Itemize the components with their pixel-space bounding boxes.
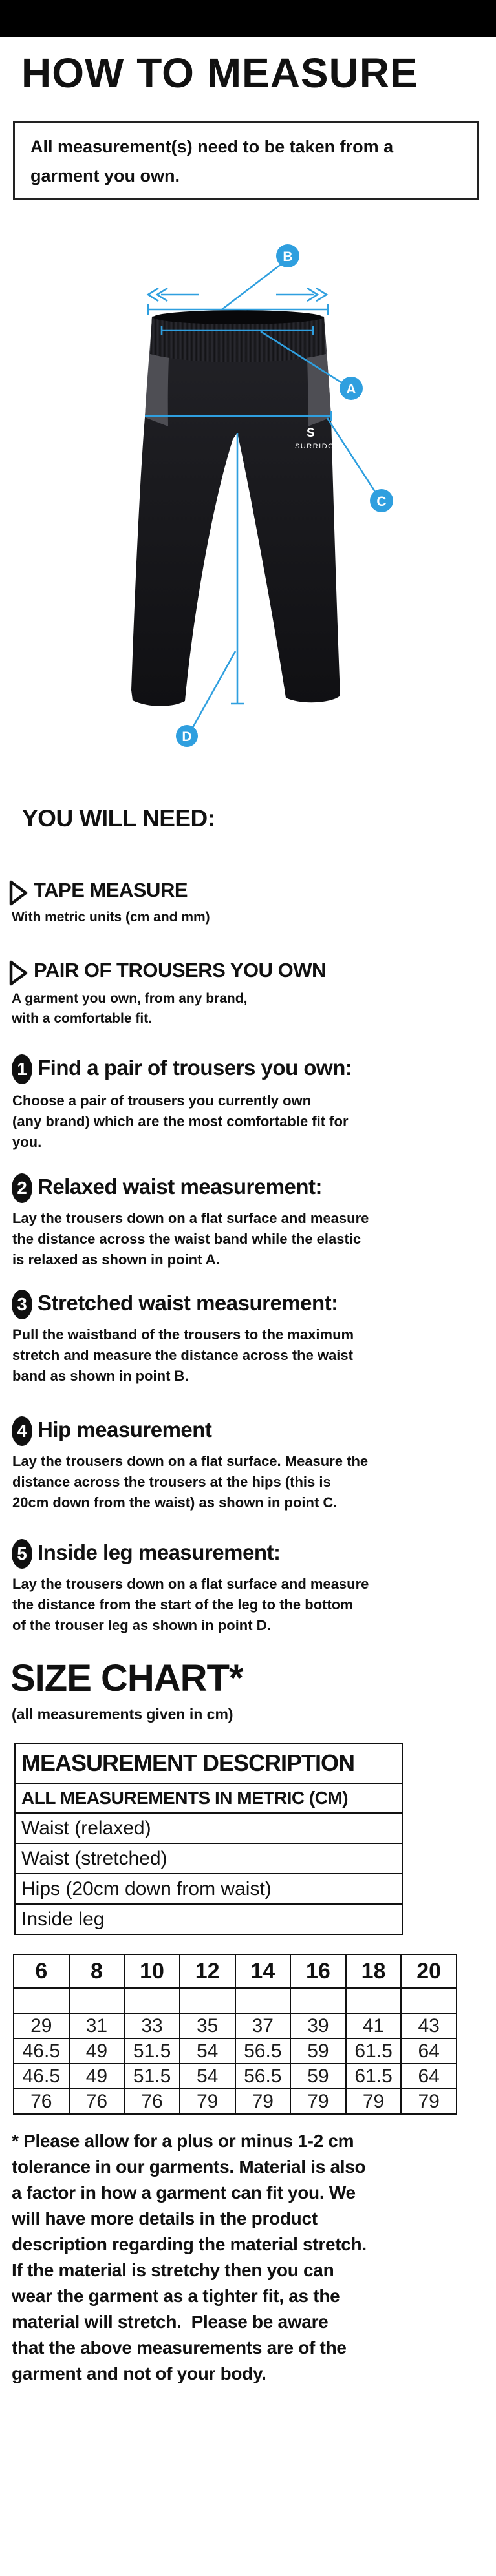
brand-logo-mark: S <box>307 426 315 440</box>
size-value-cell: 35 <box>180 2013 235 2038</box>
size-column-header: 10 <box>124 1954 180 1988</box>
size-value-cell: 29 <box>14 2013 69 2038</box>
tolerance-footnote <box>12 2128 493 2387</box>
need-item-line: with a comfortable fit. <box>12 1011 153 1026</box>
size-value-cell: 59 <box>290 2064 346 2089</box>
arrow-left <box>148 288 199 301</box>
pointer-line-d <box>193 651 235 728</box>
footnote-line: garment and not of your body. <box>12 2363 266 2383</box>
need-item-line: A garment you own, from any brand, <box>12 991 248 1006</box>
step-title: Hip measurement <box>38 1418 212 1441</box>
notice-line: All measurement(s) need to be taken from a <box>30 137 394 156</box>
footnote-line: description regarding the material stretch. <box>12 2234 367 2254</box>
measurement-description-table <box>14 1743 403 1935</box>
size-value-cell: 33 <box>124 2013 180 2038</box>
step-line: Lay the trousers down on a flat surface and measure <box>12 1210 369 1226</box>
size-value-cell <box>346 1988 402 2013</box>
size-value-cell: 56.5 <box>235 2064 291 2089</box>
size-value-cell <box>290 1988 346 2013</box>
marker-a-label: A <box>346 382 356 397</box>
step-number-badge: 3 <box>12 1290 32 1319</box>
size-value-cell: 64 <box>401 2064 457 2089</box>
size-value-cell: 51.5 <box>124 2064 180 2089</box>
step-line: of the trouser leg as shown in point D. <box>12 1617 271 1633</box>
triangle-bullet-icon <box>9 960 28 986</box>
footnote-line: tolerance in our garments. Material is also <box>12 2157 366 2177</box>
notice-box <box>13 121 479 200</box>
footnote-line: material will stretch. Please be aware <box>12 2312 329 2332</box>
size-value-cell: 79 <box>180 2089 235 2114</box>
size-column-header: 18 <box>346 1954 402 1988</box>
need-item-description <box>12 907 210 927</box>
size-value-row <box>14 1988 457 2013</box>
size-value-cell: 79 <box>235 2089 291 2114</box>
marker-c-label: C <box>376 494 387 509</box>
need-item-title: TAPE MEASURE <box>34 879 188 901</box>
size-value-cell: 79 <box>290 2089 346 2114</box>
step-title: Find a pair of trousers you own: <box>38 1056 352 1080</box>
size-column-header: 14 <box>235 1954 291 1988</box>
footnote-line: that the above measurements are of the <box>12 2338 347 2358</box>
step-title: Relaxed waist measurement: <box>38 1175 323 1199</box>
trousers-measurement-figure <box>76 238 419 810</box>
footnote-line: wear the garment as a tighter fit, as the <box>12 2286 340 2306</box>
step-line: Choose a pair of trousers you currently own <box>12 1093 312 1109</box>
description-table-subheader: ALL MEASUREMENTS IN METRIC (CM) <box>15 1783 402 1813</box>
footnote-line: a factor in how a garment can fit you. We <box>12 2183 356 2203</box>
size-value-row <box>14 2089 457 2114</box>
top-black-bar <box>0 0 496 37</box>
size-value-cell: 51.5 <box>124 2038 180 2064</box>
marker-b-label: B <box>283 249 293 264</box>
description-table-header: MEASUREMENT DESCRIPTION <box>15 1743 402 1783</box>
pointer-line-c <box>327 418 376 494</box>
step-line: the distance across the waist band while the elastic <box>12 1231 361 1247</box>
step-line: the distance from the start of the leg to the bottom <box>12 1597 353 1613</box>
size-value-cell: 49 <box>69 2064 125 2089</box>
size-value-cell: 54 <box>180 2064 235 2089</box>
size-value-cell: 59 <box>290 2038 346 2064</box>
size-value-cell: 61.5 <box>346 2038 402 2064</box>
step-line: 20cm down from the waist) as shown in point C. <box>12 1494 338 1511</box>
size-value-cell: 46.5 <box>14 2064 69 2089</box>
step-body <box>12 1091 349 1153</box>
step-body <box>12 1325 354 1387</box>
size-value-cell: 56.5 <box>235 2038 291 2064</box>
step-line: you. <box>12 1134 42 1150</box>
description-row: Hips (20cm down from waist) <box>15 1874 402 1904</box>
size-value-cell: 79 <box>401 2089 457 2114</box>
triangle-bullet-icon <box>9 880 28 906</box>
size-chart-title: SIZE CHART* <box>10 1657 243 1699</box>
size-value-row <box>14 2013 457 2038</box>
size-value-cell <box>235 1988 291 2013</box>
size-value-cell: 46.5 <box>14 2038 69 2064</box>
size-column-header: 8 <box>69 1954 125 1988</box>
size-value-cell <box>14 1988 69 2013</box>
size-value-cell <box>124 1988 180 2013</box>
step-line: Lay the trousers down on a flat surface and measure <box>12 1576 369 1592</box>
brand-logo-text: SURRIDGE <box>295 443 341 450</box>
need-item-line: With metric units (cm and mm) <box>12 910 210 925</box>
you-will-need-heading: YOU WILL NEED: <box>22 805 215 832</box>
size-column-header: 16 <box>290 1954 346 1988</box>
size-value-cell: 41 <box>346 2013 402 2038</box>
size-value-cell: 54 <box>180 2038 235 2064</box>
sizes-table-head <box>14 1954 457 1988</box>
trousers-illustration <box>131 310 340 706</box>
step-body <box>12 1208 369 1270</box>
step-number-badge: 4 <box>12 1416 32 1446</box>
size-value-cell: 49 <box>69 2038 125 2064</box>
size-value-cell: 31 <box>69 2013 125 2038</box>
need-item-title: PAIR OF TROUSERS YOU OWN <box>34 959 326 981</box>
waist-opening <box>153 310 323 324</box>
step-body <box>12 1451 368 1513</box>
size-column-header: 20 <box>401 1954 457 1988</box>
size-value-cell: 76 <box>14 2089 69 2114</box>
step-title: Inside leg measurement: <box>38 1540 281 1564</box>
notice-line: garment you own. <box>30 166 180 185</box>
size-value-cell: 76 <box>124 2089 180 2114</box>
step-number-badge: 5 <box>12 1539 32 1569</box>
size-value-cell: 39 <box>290 2013 346 2038</box>
size-column-header: 12 <box>180 1954 235 1988</box>
arrow-right <box>276 288 327 301</box>
step-line: is relaxed as shown in point A. <box>12 1251 220 1268</box>
size-value-cell: 79 <box>346 2089 402 2114</box>
size-value-cell: 43 <box>401 2013 457 2038</box>
step-line: band as shown in point B. <box>12 1368 189 1384</box>
size-chart-subtitle: (all measurements given in cm) <box>12 1706 233 1723</box>
size-value-row <box>14 2064 457 2089</box>
size-column-header: 6 <box>14 1954 69 1988</box>
step-body <box>12 1574 369 1636</box>
sizes-table-body <box>14 1988 457 2114</box>
step-number-badge: 1 <box>12 1054 32 1084</box>
size-value-row <box>14 2038 457 2064</box>
description-row: Waist (relaxed) <box>15 1813 402 1843</box>
sizes-values-table <box>13 1954 457 2115</box>
marker-d-label: D <box>182 729 192 744</box>
description-row: Waist (stretched) <box>15 1843 402 1874</box>
size-value-cell: 37 <box>235 2013 291 2038</box>
step-line: stretch and measure the distance across the waist <box>12 1347 353 1363</box>
footnote-line: * Please allow for a plus or minus 1-2 cm <box>12 2131 354 2151</box>
size-value-cell <box>180 1988 235 2013</box>
step-line: (any brand) which are the most comfortable fit for <box>12 1113 349 1129</box>
footnote-line: If the material is stretchy then you can <box>12 2260 334 2280</box>
size-value-cell: 61.5 <box>346 2064 402 2089</box>
size-value-cell: 76 <box>69 2089 125 2114</box>
inside-leg-line <box>231 433 244 704</box>
description-row: Inside leg <box>15 1904 402 1934</box>
size-value-cell <box>401 1988 457 2013</box>
size-value-cell: 64 <box>401 2038 457 2064</box>
size-value-cell <box>69 1988 125 2013</box>
page-title: HOW TO MEASURE <box>21 50 418 96</box>
step-number-badge: 2 <box>12 1173 32 1203</box>
step-title: Stretched waist measurement: <box>38 1291 338 1315</box>
step-line: Lay the trousers down on a flat surface. Measure the <box>12 1453 369 1469</box>
step-line: distance across the trousers at the hips (this is <box>12 1474 331 1490</box>
need-item-description <box>12 989 247 1029</box>
footnote-line: will have more details in the product <box>12 2208 318 2228</box>
step-line: Pull the waistband of the trousers to the maximum <box>12 1326 354 1343</box>
pointer-line-b <box>222 264 282 309</box>
